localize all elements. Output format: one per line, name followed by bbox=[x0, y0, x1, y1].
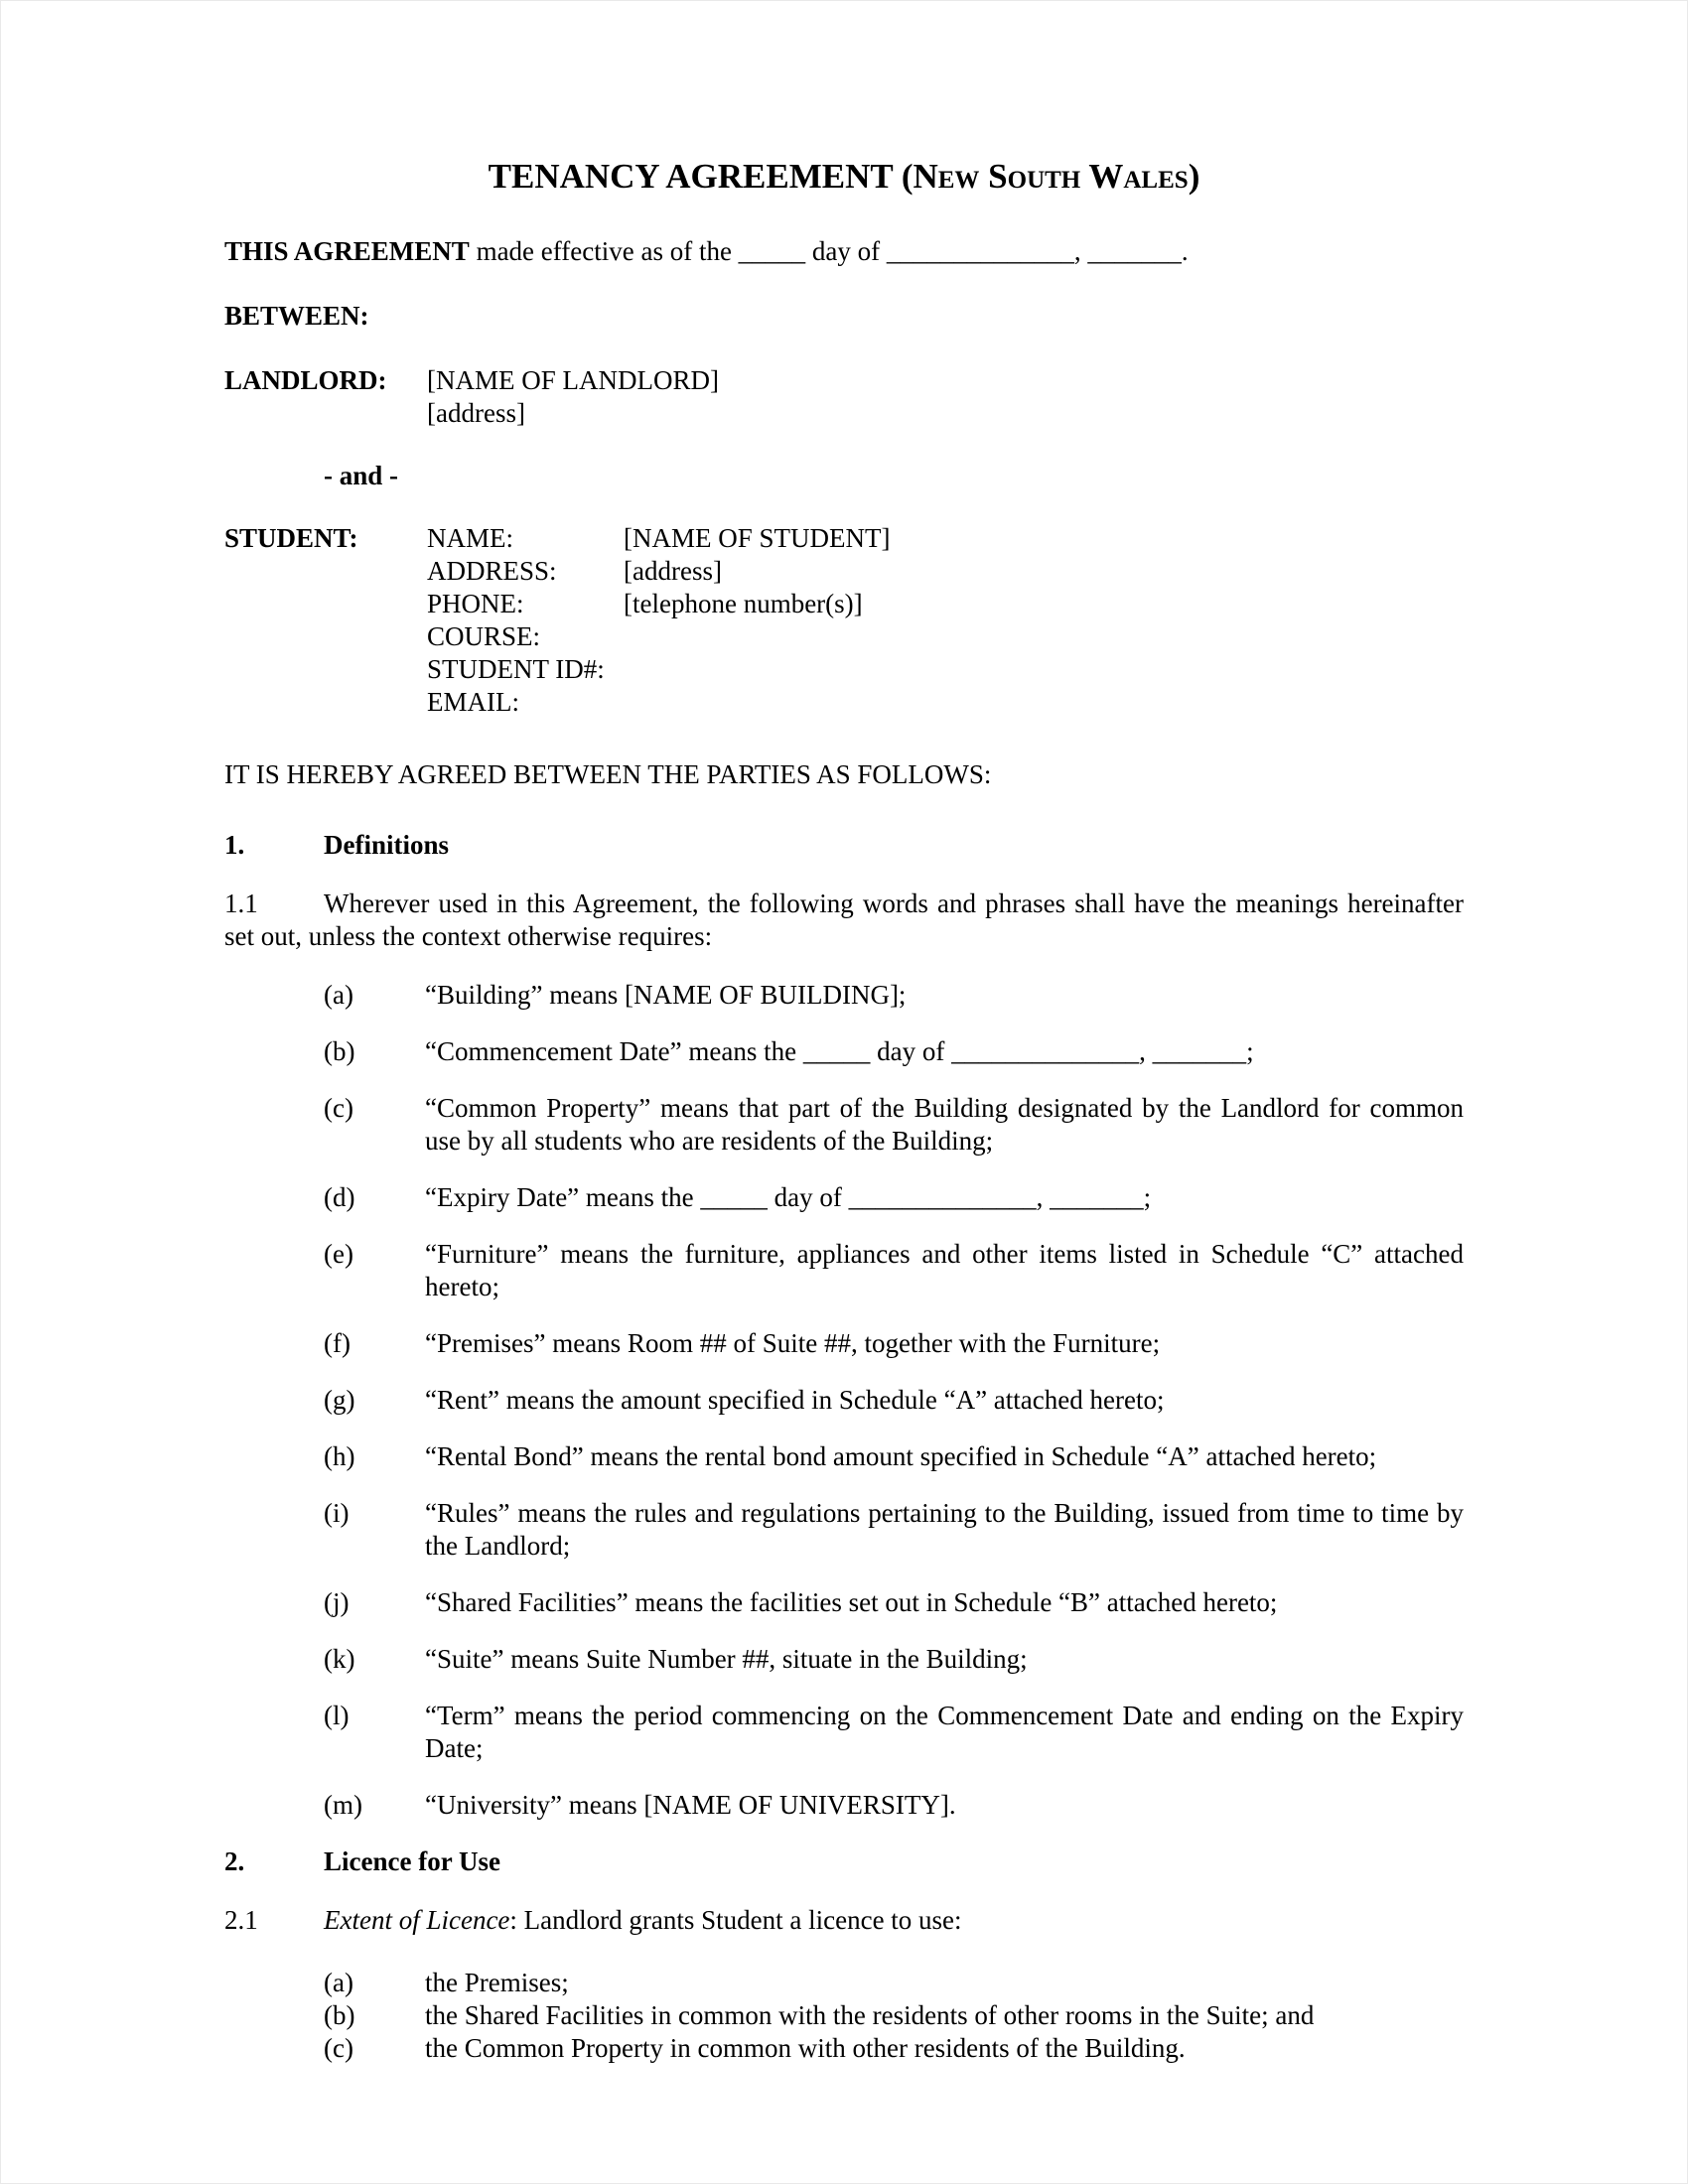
definition-text-g: “Rent” means the amount specified in Schedule “A” attached hereto; bbox=[425, 1385, 1165, 1415]
document-title bbox=[224, 156, 1464, 198]
definition-marker-h: (h) bbox=[324, 1441, 355, 1471]
student-address-label: ADDRESS: bbox=[427, 556, 557, 586]
definition-marker-c: (c) bbox=[324, 1093, 353, 1123]
licence-text-b: the Shared Facilities in common with the residents of other rooms in the Suite; and bbox=[425, 2000, 1315, 2030]
definition-item-i bbox=[324, 1497, 1464, 1563]
student-fields bbox=[427, 522, 1464, 719]
section-2-number: 2. bbox=[224, 1846, 245, 1876]
clause-1-1-text: Wherever used in this Agreement, the following words and phrases shall have the meanings hereinafter set out, unless the context otherwise requires: bbox=[224, 888, 1464, 951]
definition-text-d: “Expiry Date” means the _____ day of ______________, _______; bbox=[425, 1182, 1152, 1212]
definition-marker-k: (k) bbox=[324, 1644, 355, 1674]
licence-item-c bbox=[324, 2032, 1464, 2065]
clause-2-1-text: : Landlord grants Student a licence to use: bbox=[509, 1905, 962, 1935]
definition-text-k: “Suite” means Suite Number ##, situate in the Building; bbox=[425, 1644, 1028, 1674]
definition-marker-g: (g) bbox=[324, 1385, 355, 1415]
student-field-course bbox=[427, 620, 1464, 653]
section-1-heading bbox=[224, 829, 1464, 862]
definition-text-j: “Shared Facilities” means the facilities set out in Schedule “B” attached hereto; bbox=[425, 1587, 1278, 1617]
student-field-address bbox=[427, 555, 1464, 588]
student-course-placeholder bbox=[624, 620, 1464, 653]
clause-2-1 bbox=[224, 1904, 1464, 1937]
section-1-title: Definitions bbox=[324, 830, 450, 860]
definition-item-j bbox=[324, 1586, 1464, 1619]
definition-text-i: “Rules” means the rules and regulations pertaining to the Building, issued from time to time by the Landlord; bbox=[425, 1498, 1464, 1561]
definition-item-k bbox=[324, 1643, 1464, 1676]
definition-marker-e: (e) bbox=[324, 1239, 353, 1269]
title-region: New South Wales bbox=[913, 157, 1189, 196]
document-content bbox=[1, 1, 1687, 2065]
student-name-label: NAME: bbox=[427, 523, 513, 553]
definition-item-f bbox=[324, 1327, 1464, 1360]
intro-line bbox=[224, 235, 1464, 268]
definition-marker-i: (i) bbox=[324, 1498, 350, 1528]
definition-item-a bbox=[324, 979, 1464, 1012]
agreed-line: IT IS HEREBY AGREED BETWEEN THE PARTIES AS FOLLOWS: bbox=[224, 759, 992, 789]
licence-text-a: the Premises; bbox=[425, 1968, 569, 1997]
student-block bbox=[224, 522, 1464, 719]
definition-marker-f: (f) bbox=[324, 1328, 351, 1358]
section-2-title: Licence for Use bbox=[324, 1846, 500, 1876]
student-id-label: STUDENT ID#: bbox=[427, 654, 605, 684]
landlord-details bbox=[427, 364, 1464, 430]
definition-marker-a: (a) bbox=[324, 980, 353, 1010]
landlord-address-placeholder: [address] bbox=[427, 398, 525, 428]
definition-text-m: “University” means [NAME OF UNIVERSITY]. bbox=[425, 1790, 956, 1820]
licence-item-b bbox=[324, 1999, 1464, 2032]
intro-lead: THIS AGREEMENT bbox=[224, 236, 470, 266]
licence-marker-b: (b) bbox=[324, 2000, 355, 2030]
definition-item-b bbox=[324, 1035, 1464, 1068]
definition-item-c bbox=[324, 1092, 1464, 1158]
definition-marker-d: (d) bbox=[324, 1182, 355, 1212]
student-label: STUDENT: bbox=[224, 523, 358, 553]
definition-text-l: “Term” means the period commencing on the Commencement Date and ending on the Expiry Date; bbox=[425, 1701, 1464, 1763]
definition-item-d bbox=[324, 1181, 1464, 1214]
landlord-block bbox=[224, 364, 1464, 430]
definition-text-e: “Furniture” means the furniture, appliances and other items listed in Schedule “C” attached hereto; bbox=[425, 1239, 1464, 1301]
student-field-name bbox=[427, 522, 1464, 555]
student-address-placeholder: [address] bbox=[624, 556, 722, 586]
licence-item-a bbox=[324, 1967, 1464, 1999]
landlord-name-placeholder: [NAME OF LANDLORD] bbox=[427, 365, 719, 395]
student-course-label: COURSE: bbox=[427, 621, 541, 651]
section-2-heading bbox=[224, 1845, 1464, 1878]
definition-item-h bbox=[324, 1440, 1464, 1473]
licence-marker-a: (a) bbox=[324, 1968, 353, 1997]
licence-text-c: the Common Property in common with other residents of the Building. bbox=[425, 2033, 1186, 2063]
student-phone-label: PHONE: bbox=[427, 589, 524, 618]
student-id-placeholder bbox=[624, 653, 1464, 686]
student-field-email bbox=[427, 686, 1464, 719]
definition-marker-j: (j) bbox=[324, 1587, 350, 1617]
definition-item-e bbox=[324, 1238, 1464, 1303]
clause-1-1 bbox=[224, 887, 1464, 953]
definition-text-b: “Commencement Date” means the _____ day of ______________, _______; bbox=[425, 1036, 1254, 1066]
definition-text-c: “Common Property” means that part of the Building designated by the Landlord for common use by all students who are residents of the Building; bbox=[425, 1093, 1464, 1156]
definition-text-h: “Rental Bond” means the rental bond amount specified in Schedule “A” attached hereto; bbox=[425, 1441, 1377, 1471]
licence-marker-c: (c) bbox=[324, 2033, 353, 2063]
student-field-phone bbox=[427, 588, 1464, 620]
student-email-placeholder bbox=[624, 686, 1464, 719]
student-field-id bbox=[427, 653, 1464, 686]
definition-marker-b: (b) bbox=[324, 1036, 355, 1066]
definition-item-m bbox=[324, 1789, 1464, 1822]
intro-rest: made effective as of the _____ day of ______________, _______. bbox=[469, 236, 1189, 266]
title-prefix: TENANCY AGREEMENT ( bbox=[488, 157, 914, 196]
and-separator: - and - bbox=[324, 461, 399, 490]
definition-marker-l: (l) bbox=[324, 1701, 350, 1730]
definition-marker-m: (m) bbox=[324, 1790, 362, 1820]
student-name-placeholder: [NAME OF STUDENT] bbox=[624, 523, 891, 553]
clause-2-1-number: 2.1 bbox=[224, 1905, 258, 1935]
definition-item-l bbox=[324, 1700, 1464, 1765]
definition-text-f: “Premises” means Room ## of Suite ##, together with the Furniture; bbox=[425, 1328, 1161, 1358]
student-phone-placeholder: [telephone number(s)] bbox=[624, 589, 863, 618]
section-1-number: 1. bbox=[224, 830, 245, 860]
clause-2-1-italic-lead: Extent of Licence bbox=[324, 1905, 510, 1935]
between-label: BETWEEN: bbox=[224, 301, 369, 331]
definition-text-a: “Building” means [NAME OF BUILDING]; bbox=[425, 980, 907, 1010]
title-suffix: ) bbox=[1188, 157, 1200, 196]
student-email-label: EMAIL: bbox=[427, 687, 519, 717]
landlord-label: LANDLORD: bbox=[224, 365, 387, 395]
clause-1-1-number: 1.1 bbox=[224, 888, 258, 918]
definition-item-g bbox=[324, 1384, 1464, 1417]
